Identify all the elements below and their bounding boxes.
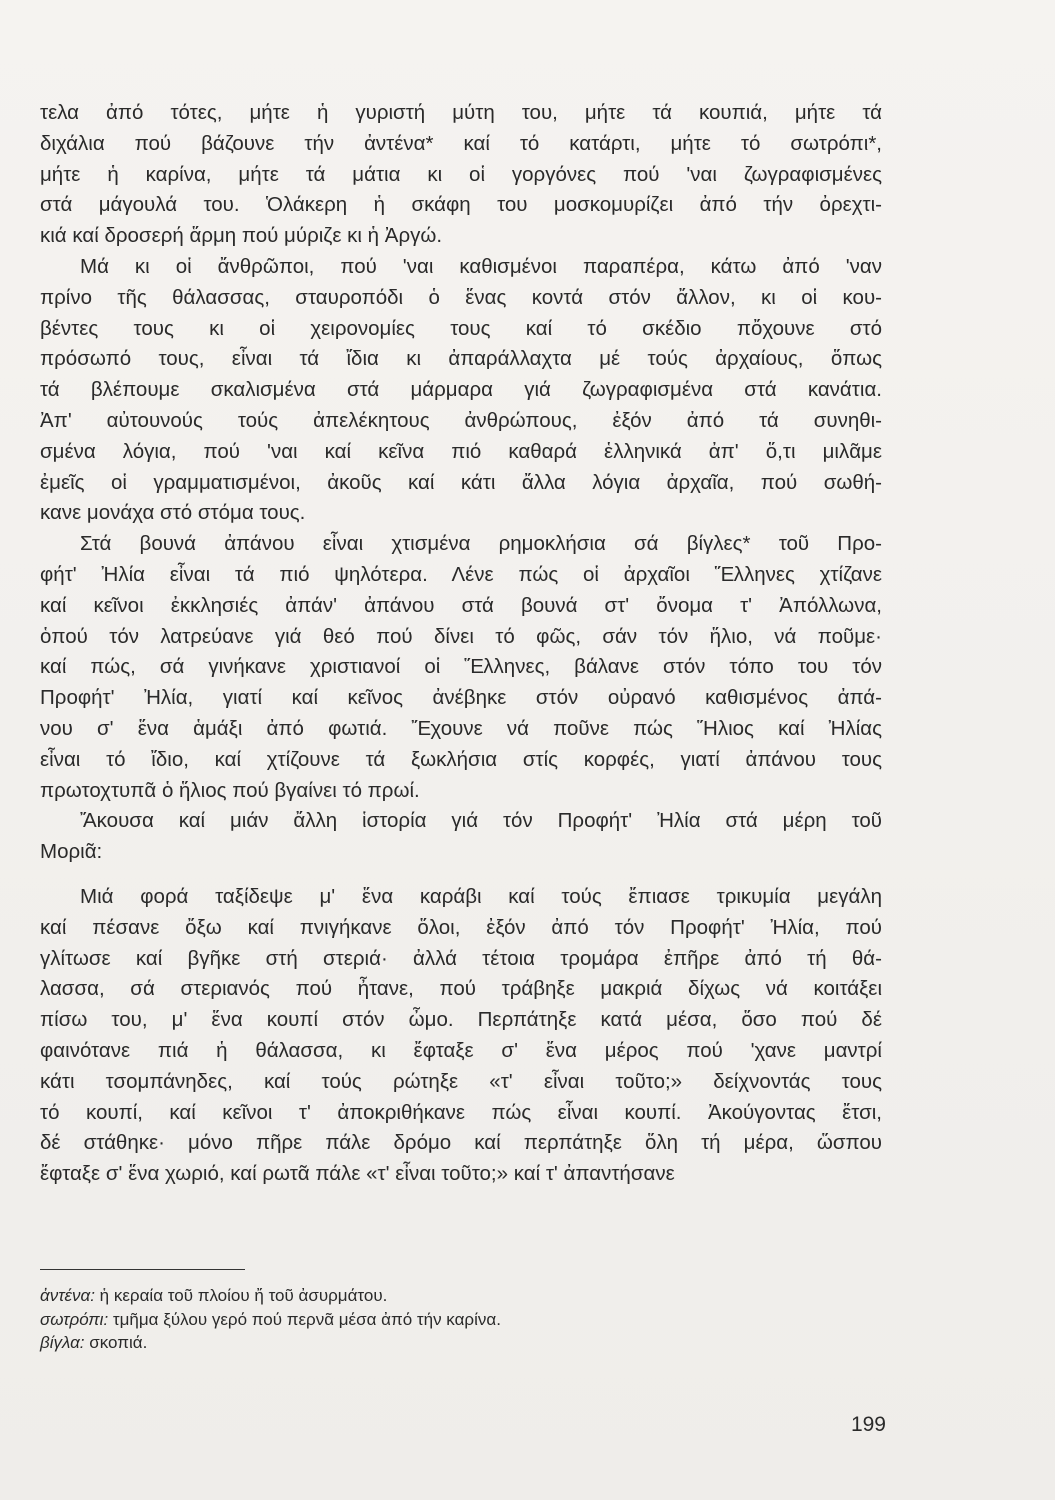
body-text: [40, 98, 882, 1190]
text-line: φαινότανε πιά ἡ θάλασσα, κι ἔφταξε σ' ἕνα μέρος πού 'χανε μαντρί: [40, 1038, 882, 1062]
text-line: Μά κι οἱ ἄνθρῶποι, πού 'ναι καθισμένοι παραπέρα, κάτω ἀπό 'ναν: [80, 254, 882, 278]
footnote: [40, 1331, 800, 1355]
paragraph: [40, 98, 882, 252]
text-line: εἶναι τό ἴδιο, καί χτίζουνε τά ξωκλήσια στίς κορφές, γιατί ἀπάνου τους: [40, 747, 882, 771]
text-line: μήτε ἡ καρίνα, μήτε τά μάτια κι οἱ γοργόνες πού 'ναι ζωγραφισμένες: [40, 162, 882, 186]
text-line: τά βλέπουμε σκαλισμένα στά μάρμαρα γιά ζωγραφισμένα στά κανάτια.: [40, 378, 882, 402]
paragraph-gap: [40, 868, 882, 882]
text-line: Προφήτ' Ἠλία, γιατί καί κεῖνος ἀνέβηκε στόν οὐρανό καθισμένος ἀπά-: [40, 686, 882, 710]
paragraph: [40, 252, 882, 529]
text-line: πρωτοχτυπᾶ ὁ ἥλιος πού βγαίνει τό πρωί.: [40, 778, 420, 802]
text-line: τελα ἀπό τότες, μήτε ἡ γυριστή μύτη του, μήτε τά κουπιά, μήτε τά: [40, 101, 882, 124]
footnote: [40, 1308, 800, 1332]
text-line: κανε μονάχα στό στόμα τους.: [40, 501, 306, 525]
text-line: τό κουπί, καί κεῖνοι τ' ἀποκριθήκανε πώς εἶναι κουπί. Ἀκούγοντας ἔτσι,: [40, 1100, 882, 1124]
text-line: φήτ' Ἠλία εἶναι τά πιό ψηλότερα. Λένε πώς οἱ ἀρχαῖοι Ἕλληνες χτίζανε: [40, 562, 882, 586]
footnote-divider: [40, 1269, 245, 1270]
text-line: ἔφταξε σ' ἕνα χωριό, καί ρωτᾶ πάλε «τ' εἶναι τοῦτο;» καί τ' ἀπαντήσανε: [40, 1162, 675, 1186]
text-line: πρίνο τῆς θάλασσας, σταυροπόδι ὁ ἕνας κοντά στόν ἄλλον, κι οἱ κου-: [40, 285, 882, 309]
text-line: ὁπού τόν λατρεύανε γιά θεό πού δίνει τό φῶς, σάν τόν ἥλιο, νά ποῦμε·: [40, 624, 882, 648]
text-line: καί πέσανε ὄξω καί πνιγήκανε ὅλοι, ἐξόν ἀπό τόν Προφήτ' Ἠλία, πού: [40, 915, 882, 939]
text-line: κάτι τσομπάνηδες, καί τούς ρώτηξε «τ' εἶναι τοῦτο;» δείχνοντάς τους: [40, 1069, 882, 1093]
text-line: καί κεῖνοι ἐκκλησιές ἀπάν' ἀπάνου στά βουνά στ' ὄνομα τ' Ἀπόλλωνα,: [40, 593, 882, 617]
paragraph: [40, 882, 882, 1190]
footnote: [40, 1284, 800, 1308]
footnote-definition: τμῆμα ξύλου γερό πού περνᾶ μέσα ἀπό τήν καρίνα.: [108, 1309, 501, 1329]
page-number: 199: [850, 1413, 886, 1436]
paragraph: [40, 806, 882, 868]
footnote-definition: ἡ κεραία τοῦ πλοίου ἤ τοῦ ἀσυρμάτου.: [94, 1286, 388, 1305]
text-line: κιά καί δροσερή ἅρμη πού μύριζε κι ἡ Ἀργώ.: [40, 224, 443, 248]
text-line: Ἄκουσα καί μιάν ἄλλη ἱστορία γιά τόν Προφήτ' Ἠλία στά μέρη τοῦ: [80, 809, 882, 833]
footnote-term: βίγλα:: [40, 1333, 85, 1352]
text-line: Μιά φορά ταξίδεψε μ' ἕνα καράβι καί τούς ἔπιασε τρικυμία μεγάλη: [80, 884, 882, 908]
text-line: γλίτωσε καί βγῆκε στή στεριά· ἀλλά τέτοια τρομάρα ἐπῆρε ἀπό τή θά-: [40, 946, 882, 970]
text-line: καί πώς, σά γινήκανε χριστιανοί οἱ Ἕλληνες, βάλανε στόν τόπο του τόν: [40, 655, 882, 679]
footnote-term: σωτρόπι:: [40, 1309, 109, 1329]
paragraph: [40, 529, 882, 806]
text-line: διχάλια πού βάζουνε τήν ἀντένα* καί τό κατάρτι, μήτε τό σωτρόπι*,: [40, 131, 882, 155]
text-line: πίσω του, μ' ἕνα κουπί στόν ὦμο. Περπάτηξε κατά μέσα, ὅσο πού δέ: [40, 1008, 882, 1032]
footnote-definition: σκοπιά.: [84, 1333, 148, 1352]
text-line: Μοριᾶ:: [40, 840, 103, 864]
text-line: νου σ' ἕνα ἁμάξι ἀπό φωτιά. Ἔχουνε νά ποῦνε πώς Ἥλιος καί Ἠλίας: [40, 716, 882, 740]
footnotes: [40, 1284, 800, 1355]
text-line: ἐμεῖς οἱ γραμματισμένοι, ἀκοῦς καί κάτι ἄλλα λόγια ἀρχαῖα, πού σωθή-: [40, 470, 882, 494]
text-line: Στά βουνά ἀπάνου εἶναι χτισμένα ρημοκλήσια σά βίγλες* τοῦ Προ-: [80, 532, 882, 556]
text-line: δέ στάθηκε· μόνο πῆρε πάλε δρόμο καί περπάτηξε ὅλη τή μέρα, ὥσπου: [40, 1131, 882, 1155]
text-line: λασσα, σά στεριανός πού ἦτανε, πού τράβηξε μακριά δίχως νά κοιτάξει: [40, 977, 882, 1001]
text-line: σμένα λόγια, πού 'ναι καί κεῖνα πιό καθαρά ἑλληνικά ἀπ' ὅ,τι μιλᾶμε: [40, 439, 882, 463]
text-line: πρόσωπό τους, εἶναι τά ἴδια κι ἀπαράλλαχτα μέ τούς ἀρχαίους, ὅπως: [40, 347, 882, 371]
text-line: Ἀπ' αὐτουνούς τούς ἀπελέκητους ἀνθρώπους, ἐξόν ἀπό τά συνηθι-: [40, 408, 882, 432]
text-line: στά μάγουλά του. Ὁλάκερη ἡ σκάφη του μοσκομυρίζει ἀπό τήν ὀρεχτι-: [40, 193, 882, 217]
text-line: βέντες τους κι οἱ χειρονομίες τους καί τό σκέδιο πὄχουνε στό: [40, 316, 882, 340]
footnote-term: ἀντένα:: [40, 1286, 95, 1305]
